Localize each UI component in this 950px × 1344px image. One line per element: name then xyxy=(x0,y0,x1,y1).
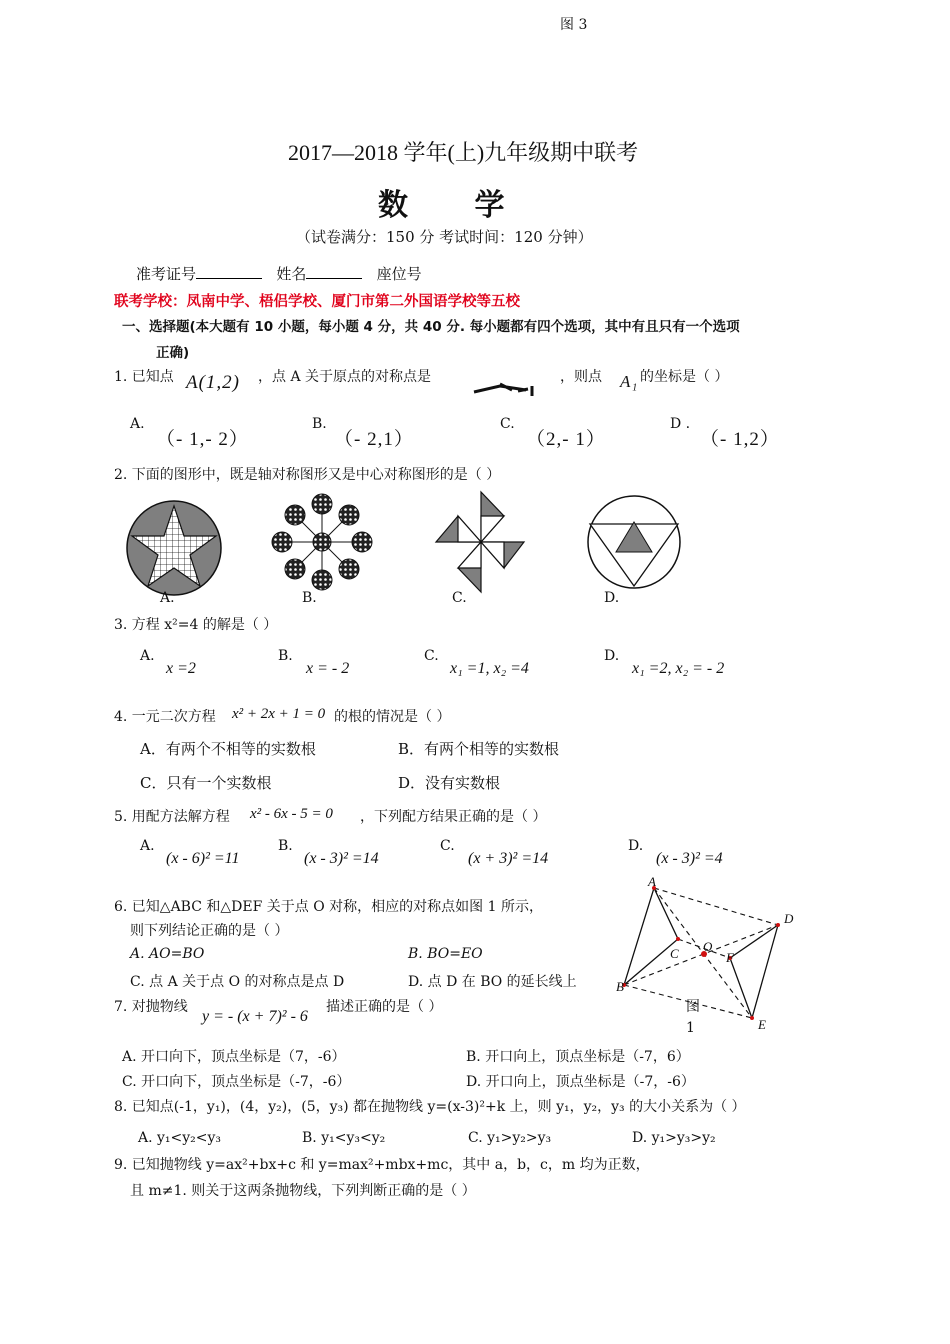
q2-label-b: B. xyxy=(302,590,317,606)
q6-option-b[interactable]: B. BO=EO xyxy=(408,946,483,962)
q3-option-c-label[interactable]: C. xyxy=(424,648,439,664)
figure-1-caption-number: 1 xyxy=(686,1020,695,1036)
q5-stem-b: ，下列配方结果正确的是（ ） xyxy=(360,809,547,825)
q6-option-d[interactable]: D. 点 D 在 BO 的延长线上 xyxy=(408,974,577,990)
q1-option-b[interactable]: （- 2,1） xyxy=(334,429,414,450)
q3-option-c[interactable]: x₁ =1, x₂ =4 xyxy=(450,660,529,677)
q1-option-c[interactable]: （2,- 1） xyxy=(526,429,606,450)
q7-option-c[interactable]: C. 开口向下，顶点坐标是（-7，-6） xyxy=(122,1074,351,1090)
candidate-fields xyxy=(136,263,422,284)
q7-stem-b: 描述正确的是（ ） xyxy=(326,999,443,1015)
q2-label-c: C. xyxy=(452,590,467,606)
q5-option-a-label[interactable]: A. xyxy=(140,838,155,854)
q2-figure-d-triangles[interactable] xyxy=(584,494,684,594)
q7-option-d[interactable]: D. 开口向上，顶点坐标是（-7，-6） xyxy=(466,1074,695,1090)
q5-option-d-label[interactable]: D. xyxy=(628,838,644,854)
exam-title: 2017—2018 学年(上)九年级期中联考 xyxy=(288,140,639,165)
fig1-label-b: B xyxy=(616,979,624,994)
id-label: 准考证号 xyxy=(136,265,197,283)
q4-option-c[interactable]: C．只有一个实数根 xyxy=(140,774,272,792)
q2-figure-c-pinwheel[interactable] xyxy=(432,486,530,598)
q5-option-b[interactable]: (x - 3)² =14 xyxy=(304,850,379,867)
section-heading-cont: 正确) xyxy=(156,345,190,361)
q5-stem-a: 5. 用配方法解方程 xyxy=(114,809,230,825)
seat-label: 座位号 xyxy=(376,265,422,283)
name-label: 姓名 xyxy=(276,265,307,283)
figure-caption-top: 图 3 xyxy=(560,17,588,33)
q4-option-d[interactable]: D．没有实数根 xyxy=(398,774,501,792)
q1-option-b-label[interactable]: B. xyxy=(312,416,327,432)
q6-option-c[interactable]: C. 点 A 关于点 O 的对称点是点 D xyxy=(130,974,345,990)
q1-symmetric-point-image xyxy=(470,372,550,398)
q9-stem-cont: 且 m≠1. 则关于这两条抛物线，下列判断正确的是（ ） xyxy=(130,1183,476,1199)
q2-label-a: A. xyxy=(160,590,175,606)
q3-option-b[interactable]: x = - 2 xyxy=(306,660,350,677)
q5-equation: x² - 6x - 5 = 0 xyxy=(250,806,333,822)
q5-option-d[interactable]: (x - 3)² =4 xyxy=(656,850,723,867)
q8-stem: 8. 已知点(-1，y₁)，(4，y₂)，(5，y₃) 都在抛物线 y=(x-3)²+k 上，则 y₁，y₂，y₃ 的大小关系为（ ） xyxy=(114,1099,746,1115)
q4-option-b[interactable]: B．有两个相等的实数根 xyxy=(398,740,560,758)
q5-option-b-label[interactable]: B. xyxy=(278,838,293,854)
q6-stem: 6. 已知△ABC 和△DEF 关于点 O 对称，相应的对称点如图 1 所示， xyxy=(114,899,543,915)
q6-figure-1 xyxy=(608,870,808,1040)
q4-stem-b: 的根的情况是（ ） xyxy=(334,709,451,725)
q1-a1: A₁ xyxy=(620,372,639,391)
id-blank[interactable] xyxy=(196,264,262,279)
q1-option-d[interactable]: （- 1,2） xyxy=(700,429,780,450)
q8-option-b[interactable]: B. y₁<y₃<y₂ xyxy=(302,1130,386,1146)
q1-option-a-label[interactable]: A. xyxy=(130,416,145,432)
q2-label-d: D. xyxy=(604,590,620,606)
q8-option-c[interactable]: C. y₁>y₂>y₃ xyxy=(468,1130,552,1146)
q3-option-a-label[interactable]: A. xyxy=(140,648,155,664)
school-list: 联考学校：凤南中学、梧侣学校、厦门市第二外国语学校等五校 xyxy=(114,294,520,310)
q1-option-c-label[interactable]: C. xyxy=(500,416,515,432)
q2-stem: 2. 下面的图形中，既是轴对称图形又是中心对称图形的是（ ） xyxy=(114,467,501,483)
q8-option-a[interactable]: A. y₁<y₂<y₃ xyxy=(138,1130,222,1146)
q2-figure-b-flower[interactable] xyxy=(268,492,376,592)
q1-stem-b: ，点 A 关于原点的对称点是 xyxy=(258,369,432,385)
q7-stem-a: 7. 对抛物线 xyxy=(114,999,188,1015)
q7-option-b[interactable]: B. 开口向上，顶点坐标是（-7，6） xyxy=(466,1049,690,1065)
name-blank[interactable] xyxy=(306,264,362,279)
q3-stem: 3. 方程 x²=4 的解是（ ） xyxy=(114,617,278,633)
q5-option-a[interactable]: (x - 6)² =11 xyxy=(166,850,240,867)
q7-option-a[interactable]: A. 开口向下，顶点坐标是（7，-6） xyxy=(122,1049,346,1065)
q1-option-a[interactable]: （- 1,- 2） xyxy=(156,429,249,450)
q1-option-d-label[interactable]: D . xyxy=(670,416,691,432)
figure-1-caption: 图 xyxy=(686,999,700,1015)
q2-figure-a-star[interactable] xyxy=(124,498,224,598)
q1-stem-c: ，则点 xyxy=(560,369,602,385)
exam-info: （试卷满分：150 分 考试时间：120 分钟） xyxy=(296,228,593,246)
q4-option-a[interactable]: A．有两个不相等的实数根 xyxy=(140,740,316,758)
q8-option-d[interactable]: D. y₁>y₃>y₂ xyxy=(632,1130,716,1146)
q7-equation: y = - (x + 7)² - 6 xyxy=(202,1008,308,1025)
fig1-label-e: E xyxy=(758,1017,766,1032)
fig1-label-o: O xyxy=(703,939,713,954)
q3-option-d-label[interactable]: D. xyxy=(604,648,620,664)
fig1-label-f: F xyxy=(726,950,734,965)
q4-stem-a: 4. 一元二次方程 xyxy=(114,709,216,725)
q6-stem-cont: 则下列结论正确的是（ ） xyxy=(130,923,289,939)
fig1-label-c: C xyxy=(670,946,679,961)
q1-stem-a: 1. 已知点 xyxy=(114,369,174,385)
section-heading: 一、选择题(本大题有 10 小题，每小题 4 分，共 40 分. 每小题都有四个选项，其中有且只有一个选项 xyxy=(122,319,740,335)
q4-equation: x² + 2x + 1 = 0 xyxy=(232,706,326,722)
q3-option-b-label[interactable]: B. xyxy=(278,648,293,664)
q1-stem-d: 的坐标是（ ） xyxy=(640,369,729,385)
subject-title: 数 学 xyxy=(378,188,533,223)
q5-option-c[interactable]: (x + 3)² =14 xyxy=(468,850,549,867)
q6-option-a[interactable]: A. AO=BO xyxy=(130,946,205,962)
q3-option-a[interactable]: x =2 xyxy=(166,660,196,677)
q9-stem: 9. 已知抛物线 y=ax²+bx+c 和 y=max²+mbx+mc，其中 a，b，c，m 均为正数， xyxy=(114,1157,650,1173)
fig1-label-a: A xyxy=(648,874,656,889)
q3-option-d[interactable]: x₁ =2, x₂ = - 2 xyxy=(632,660,725,677)
q1-point: A(1,2) xyxy=(186,372,241,393)
fig1-label-d: D xyxy=(784,911,794,926)
q5-option-c-label[interactable]: C. xyxy=(440,838,455,854)
